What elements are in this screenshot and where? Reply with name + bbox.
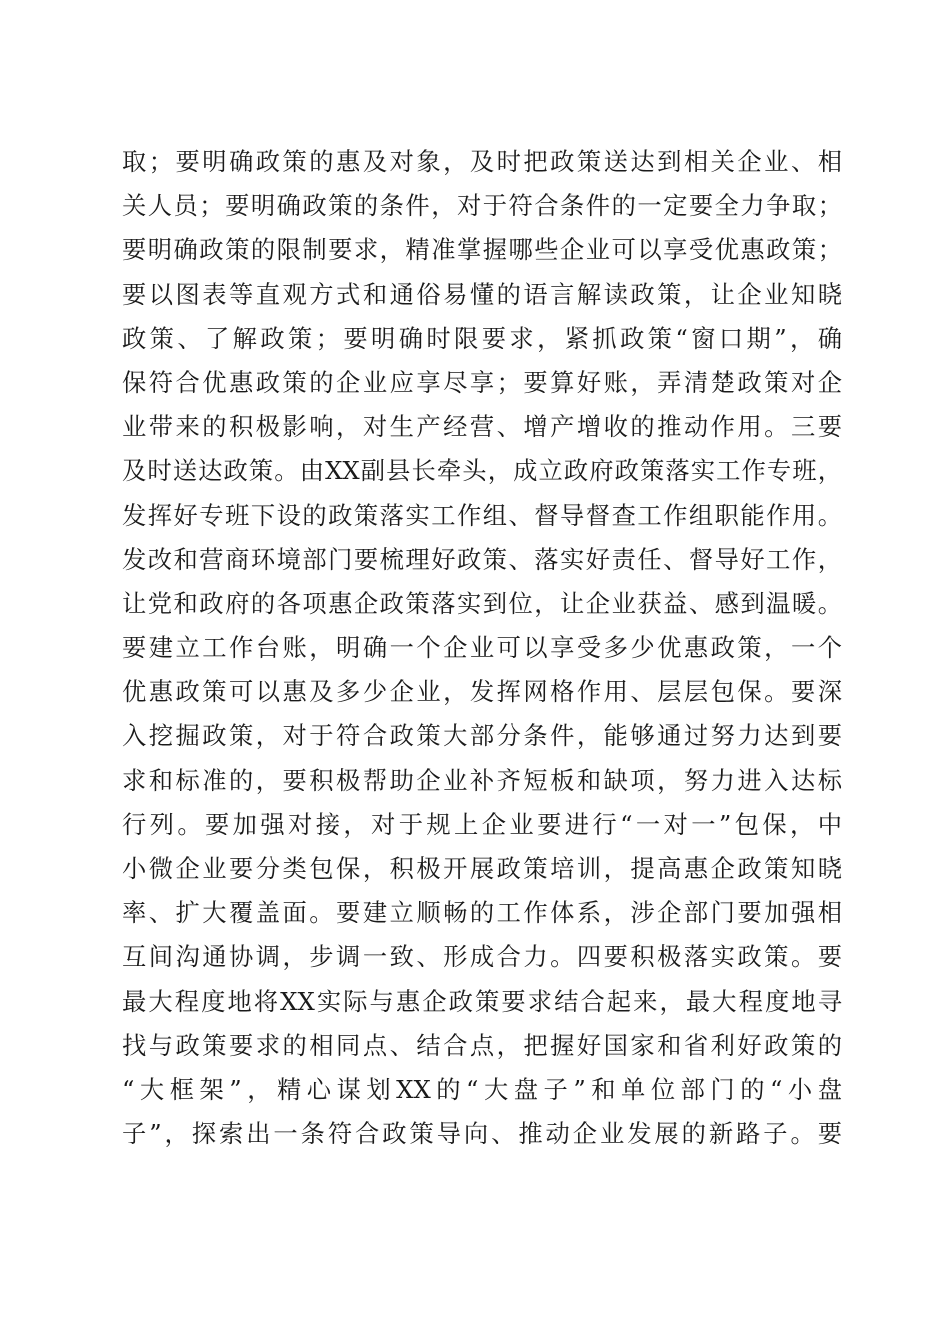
text-line: 政策、了解政策；要明确时限要求，紧抓政策“窗口期”，确 xyxy=(122,323,842,353)
text-line: 取；要明确政策的惠及对象，及时把政策送达到相关企业、相 xyxy=(122,147,842,176)
text-line: 关人员；要明确政策的条件，对于符合条件的一定要全力争取； xyxy=(122,191,842,221)
text-line: 让党和政府的各项惠企政策落实到位，让企业获益、感到温暖。 xyxy=(122,588,842,618)
text-line: 求和标准的，要积极帮助企业补齐短板和缺项，努力进入达标 xyxy=(122,765,842,795)
text-line: 要以图表等直观方式和通俗易懂的语言解读政策，让企业知晓 xyxy=(122,279,842,309)
text-line: 最大程度地将XX实际与惠企政策要求结合起来，最大程度地寻 xyxy=(122,986,842,1016)
text-line: 小微企业要分类包保，积极开展政策培训，提高惠企政策知晓 xyxy=(122,854,842,883)
text-line: 优惠政策可以惠及多少企业，发挥网格作用、层层包保。要深 xyxy=(122,677,842,707)
text-line: 要建立工作台账，明确一个企业可以享受多少优惠政策，一个 xyxy=(122,633,842,663)
text-line: 业带来的积极影响，对生产经营、增产增收的推动作用。三要 xyxy=(122,412,842,442)
text-line: 及时送达政策。由XX副县长牵头，成立政府政策落实工作专班， xyxy=(122,456,842,486)
body-text xyxy=(122,140,842,1156)
text-line: 发改和营商环境部门要梳理好政策、落实好责任、督导好工作， xyxy=(122,544,842,574)
text-line: 发挥好专班下设的政策落实工作组、督导督查工作组职能作用。 xyxy=(122,500,842,530)
text-line: 保符合优惠政策的企业应享尽享；要算好账，弄清楚政策对企 xyxy=(122,367,842,397)
text-line: 行列。要加强对接，对于规上企业要进行“一对一”包保，中 xyxy=(122,809,842,839)
text-line: 子”，探索出一条符合政策导向、推动企业发展的新路子。要 xyxy=(122,1119,842,1149)
text-line: 入挖掘政策，对于符合政策大部分条件，能够通过努力达到要 xyxy=(122,721,842,751)
text-line: 率、扩大覆盖面。要建立顺畅的工作体系，涉企部门要加强相 xyxy=(122,898,842,928)
text-line: “大框架”，精心谋划XX的“大盘子”和单位部门的“小盘 xyxy=(122,1074,842,1104)
text-line: 互间沟通协调，步调一致、形成合力。四要积极落实政策。要 xyxy=(122,942,842,972)
text-line: 找与政策要求的相同点、结合点，把握好国家和省利好政策的 xyxy=(122,1030,842,1060)
text-line: 要明确政策的限制要求，精准掌握哪些企业可以享受优惠政策； xyxy=(122,235,842,265)
